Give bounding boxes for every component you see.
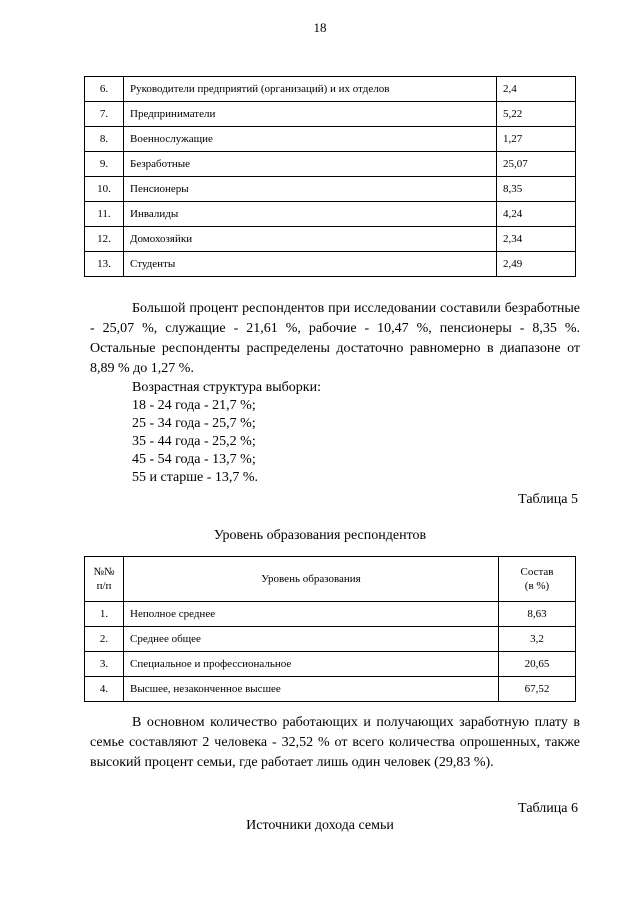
education-table: [84, 556, 576, 702]
row-label: Пенсионеры: [124, 177, 497, 202]
table-row: [85, 627, 576, 652]
table-row: [85, 252, 576, 277]
age-item: 35 - 44 года - 25,2 %;: [132, 434, 256, 449]
row-value: 2,49: [497, 252, 576, 277]
paragraph-earners-summary: [90, 713, 580, 773]
age-item: 55 и старше - 13,7 %.: [132, 470, 259, 485]
row-value: 2,34: [497, 227, 576, 252]
paragraph-text: В основном количество работающих и получающих заработную плату в семье составляют 2 человека - 32,52 % от всего количества опрошенных, также высокий процент семьи, где работает лишь один человек (29,83 %).: [90, 715, 580, 770]
page-number: 18: [313, 20, 327, 35]
row-number: 13.: [85, 252, 124, 277]
row-label: Среднее общее: [124, 627, 499, 652]
table-row: [85, 202, 576, 227]
table5-title: Уровень образования респондентов: [213, 528, 427, 543]
table-row: [85, 602, 576, 627]
table-row: [85, 652, 576, 677]
row-number: 7.: [85, 102, 124, 127]
row-value: 25,07: [497, 152, 576, 177]
row-label: Студенты: [124, 252, 497, 277]
table-row: [85, 227, 576, 252]
row-value: 2,4: [497, 77, 576, 102]
row-number: 6.: [85, 77, 124, 102]
row-label: Военнослужащие: [124, 127, 497, 152]
age-item: 18 - 24 года - 21,7 %;: [132, 398, 256, 413]
row-value: 5,22: [497, 102, 576, 127]
row-label: Специальное и профессиональное: [124, 652, 499, 677]
row-label: Высшее, незаконченное высшее: [124, 677, 499, 702]
header-share: Состав (в %): [499, 557, 576, 602]
row-number: 9.: [85, 152, 124, 177]
header-level: Уровень образования: [124, 557, 499, 602]
row-number: 11.: [85, 202, 124, 227]
table-row: [85, 102, 576, 127]
row-label: Неполное среднее: [124, 602, 499, 627]
table6-title: Источники дохода семьи: [246, 818, 394, 833]
table-header-row: [85, 557, 576, 602]
row-number: 4.: [85, 677, 124, 702]
row-value: 8,35: [497, 177, 576, 202]
row-value: 8,63: [499, 602, 576, 627]
table-row: [85, 152, 576, 177]
table5-label: Таблица 5: [518, 492, 578, 507]
age-item: 45 - 54 года - 13,7 %;: [132, 452, 256, 467]
age-item: 25 - 34 года - 25,7 %;: [132, 416, 256, 431]
row-label: Домохозяйки: [124, 227, 497, 252]
paragraph-text: Большой процент респондентов при исследовании составили безработные - 25,07 %, служащие - 21,61 %, рабочие - 10,47 %, пенсионеры - 8,35 %. Остальные респонденты распределены достаточно равномерно в диапазоне от 8,89 % до 1,27 %.: [90, 301, 580, 376]
row-value: 3,2: [499, 627, 576, 652]
header-num: №№ п/п: [85, 557, 124, 602]
row-number: 2.: [85, 627, 124, 652]
row-label: Безработные: [124, 152, 497, 177]
paragraph-unemployment-summary: [90, 299, 580, 379]
row-value: 67,52: [499, 677, 576, 702]
age-structure: [132, 379, 321, 487]
row-label: Предприниматели: [124, 102, 497, 127]
table-row: [85, 677, 576, 702]
row-value: 20,65: [499, 652, 576, 677]
row-label: Руководители предприятий (организаций) и их отделов: [124, 77, 497, 102]
table-row: [85, 177, 576, 202]
table-row: [85, 127, 576, 152]
table6-label: Таблица 6: [518, 801, 578, 816]
row-value: 1,27: [497, 127, 576, 152]
age-structure-heading: Возрастная структура выборки:: [132, 380, 321, 395]
row-value: 4,24: [497, 202, 576, 227]
row-number: 12.: [85, 227, 124, 252]
row-number: 8.: [85, 127, 124, 152]
row-number: 10.: [85, 177, 124, 202]
occupation-table: [84, 76, 576, 277]
row-label: Инвалиды: [124, 202, 497, 227]
row-number: 3.: [85, 652, 124, 677]
table-row: [85, 77, 576, 102]
row-number: 1.: [85, 602, 124, 627]
